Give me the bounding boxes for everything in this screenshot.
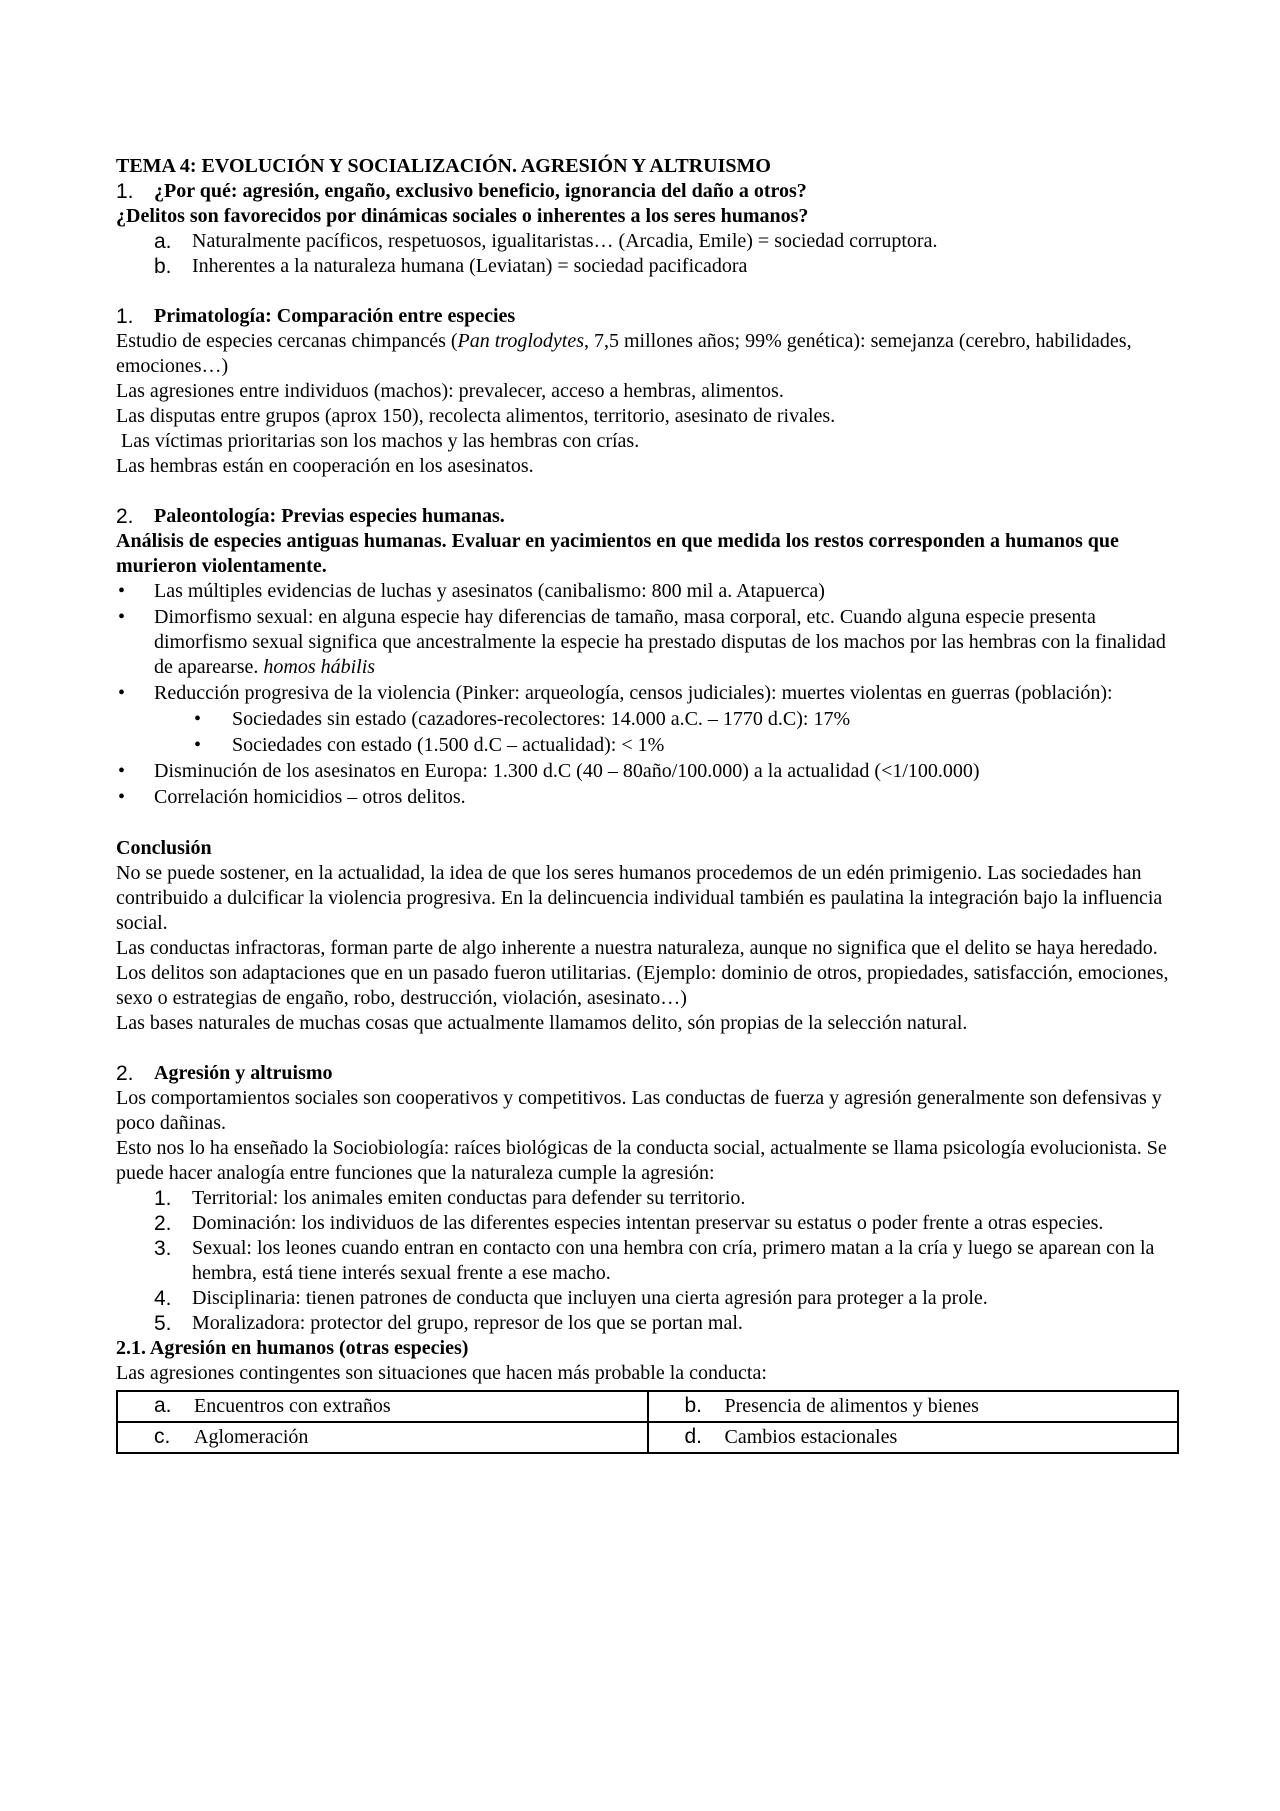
paragraph: Las disputas entre grupos (aprox 150), recolecta alimentos, territorio, asesinato de rivales. — [116, 405, 836, 427]
list-item: • Correlación homicidios – otros delitos. — [118, 786, 466, 808]
paragraph: Esto nos lo ha enseñado la Sociobiología: raíces biológicas de la conducta social, actualmente se llama psicología evolucionista. Se puede hacer analogía entre funciones que la naturaleza cumple la agresión: — [116, 1137, 1167, 1184]
list-item: a. Naturalmente pacíficos, respetuosos, igualitaristas… (Arcadia, Emile) = sociedad corruptora. — [154, 230, 938, 253]
intro-question — [116, 179, 1178, 204]
list-item: 1. Territorial: los animales emiten conductas para defender su territorio. — [154, 1187, 746, 1210]
bullet-icon: • — [118, 606, 126, 628]
table-cell: a. Encuentros con extraños — [117, 1391, 648, 1422]
paragraph: Las bases naturales de muchas cosas que actualmente llamamos delito, són propias de la selección natural. — [116, 1012, 968, 1034]
list-item: 3. Sexual: los leones cuando entran en contacto con una hembra con cría, primero matan a la cría y luego se aparean con la hembra, está tiene interés sexual frente a ese macho. — [154, 1237, 1155, 1284]
page-title: TEMA 4: EVOLUCIÓN Y SOCIALIZACIÓN. AGRESIÓN Y ALTRUISMO — [116, 155, 771, 177]
table-cell: b. Presencia de alimentos y bienes — [648, 1391, 1179, 1422]
list-item: • Dimorfismo sexual: en alguna especie hay diferencias de tamaño, masa corporal, etc. Cuando alguna especie presenta dimorfismo sexual significa que ancestralmente la especie ha prestado disputas de los machos por las hembras con la finalidad de aparearse. homos hábilis — [118, 606, 1166, 678]
bullet-icon: • — [118, 682, 126, 704]
paragraph: Las víctimas prioritarias son los machos y las hembras con crías. — [116, 430, 640, 452]
subheading: Análisis de especies antiguas humanas. Evaluar en yacimientos en que medida los restos corresponden a humanos que murieron violentamente. — [116, 530, 1119, 577]
bullet-icon: • — [118, 760, 126, 782]
table-row — [117, 1391, 1178, 1422]
list-item: • Reducción progresiva de la violencia (Pinker: arqueología, censos judiciales): muertes violentas en guerras (población): — [118, 682, 1113, 704]
section-heading-paleontologia: 2. Paleontología: Previas especies humanas. — [116, 505, 505, 528]
bullet-icon: • — [194, 734, 202, 756]
section-heading-primatologia: 1. Primatología: Comparación entre especies — [116, 305, 516, 328]
conclusion-heading: Conclusión — [116, 837, 212, 859]
list-item: 5. Moralizadora: protector del grupo, represor de los que se portan mal. — [154, 1312, 743, 1335]
paragraph: Las hembras están en cooperación en los asesinatos. — [116, 455, 534, 477]
paragraph: Las agresiones entre individuos (machos): prevalecer, acceso a hembras, alimentos. — [116, 380, 784, 402]
bullet-icon: • — [118, 786, 126, 808]
bullet-icon: • — [118, 580, 126, 602]
question-text-2: ¿Delitos son favorecidos por dinámicas sociales o inherentes a los seres humanos? — [116, 205, 809, 227]
bullet-icon: • — [194, 708, 202, 730]
list-item: • Sociedades sin estado (cazadores-recolectores: 14.000 a.C. – 1770 d.C): 17% — [116, 707, 1178, 732]
list-number: 1. — [116, 180, 134, 203]
question-text: ¿Por qué: agresión, engaño, exclusivo beneficio, ignorancia del daño a otros? — [154, 180, 807, 202]
list-item: 2. Dominación: los individuos de las diferentes especies intentan preservar su estatus o poder frente a otras especies. — [154, 1212, 1104, 1235]
section-heading-agresion: 2. Agresión y altruismo — [116, 1062, 333, 1085]
contingencies-table — [116, 1390, 1179, 1454]
list-item: 4. Disciplinaria: tienen patrones de conducta que incluyen una cierta agresión para proteger a la prole. — [154, 1287, 988, 1310]
paragraph: Las conductas infractoras, forman parte de algo inherente a nuestra naturaleza, aunque no significa que el delito se haya heredado. Los delitos son adaptaciones que en un pasado fueron utilitarias. (Ejemplo: dominio de otros, propiedades, satisfacción, emociones, sexo o estrategias de engaño, robo, destrucción, violación, asesinato…) — [116, 937, 1169, 1009]
list-item: b. Inherentes a la naturaleza humana (Leviatan) = sociedad pacificadora — [154, 255, 748, 278]
subsection-heading: 2.1. Agresión en humanos (otras especies) — [116, 1337, 469, 1359]
paragraph: No se puede sostener, en la actualidad, la idea de que los seres humanos procedemos de un edén primigenio. Las sociedades han contribuido a dulcificar la violencia progresiva. En la delincuencia individual también es paulatina la integración bajo la influencia social. — [116, 862, 1163, 934]
table-row — [117, 1422, 1178, 1453]
paragraph: Las agresiones contingentes son situaciones que hacen más probable la conducta: — [116, 1362, 767, 1384]
table-cell: d. Cambios estacionales — [648, 1422, 1179, 1453]
list-item: • Disminución de los asesinatos en Europa: 1.300 d.C (40 – 80año/100.000) a la actualidad (<1/100.000) — [118, 760, 980, 782]
table-cell: c. Aglomeración — [117, 1422, 648, 1453]
list-item: • Las múltiples evidencias de luchas y asesinatos (canibalismo: 800 mil a. Atapuerca) — [118, 580, 825, 602]
paragraph: Los comportamientos sociales son cooperativos y competitivos. Las conductas de fuerza y agresión generalmente son defensivas y poco dañinas. — [116, 1087, 1162, 1134]
paragraph: Estudio de especies cercanas chimpancés (Pan troglodytes, 7,5 millones años; 99% genética): semejanza (cerebro, habilidades, emociones…) — [116, 330, 1132, 377]
document-page — [116, 154, 1178, 1454]
list-item: • Sociedades con estado (1.500 d.C – actualidad): < 1% — [116, 733, 1178, 758]
